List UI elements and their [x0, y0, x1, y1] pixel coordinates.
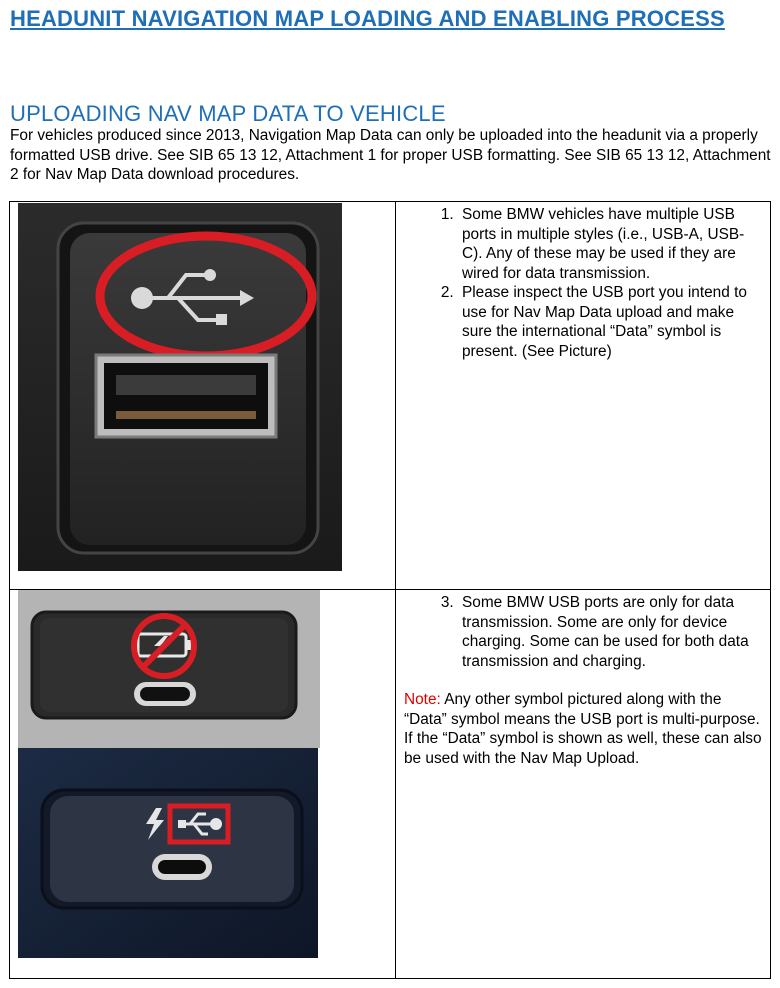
list-item: 1. Some BMW vehicles have multiple USB ports in multiple styles (i.e., USB-A, USB-C). Any of these may be used if they are wired for data transmission. — [458, 205, 762, 283]
usb-c-multipurpose-photo — [18, 748, 318, 958]
note-label: Note: — [404, 691, 441, 708]
usb-a-port-photo — [18, 203, 342, 571]
note-paragraph — [404, 690, 762, 768]
section-heading: UPLOADING NAV MAP DATA TO VEHICLE — [10, 101, 446, 126]
table-row — [10, 202, 771, 590]
note-text: Any other symbol pictured along with the “Data” symbol means the USB port is multi-purpose. If the “Data” symbol is shown as well, these can also be used with the Nav Map Upload. — [404, 691, 762, 767]
image-cell — [10, 202, 396, 590]
instruction-cell — [396, 590, 771, 979]
instruction-cell — [396, 202, 771, 590]
image-cell — [10, 590, 396, 979]
document-title: HEADUNIT NAVIGATION MAP LOADING AND ENABLING PROCESS — [10, 6, 725, 31]
steps-list — [404, 205, 762, 361]
table-row — [10, 590, 771, 979]
usb-a-receptacle — [96, 355, 276, 437]
intro-paragraph: For vehicles produced since 2013, Navigation Map Data can only be uploaded into the headunit via a properly formatted USB drive. See SIB 65 13 12, Attachment 1 for proper USB formatting. See SIB 65 13 12, Attachment 2 for Nav Map Data download procedures. — [10, 127, 771, 183]
list-item: 2. Please inspect the USB port you intend to use for Nav Map Data upload and make sure the international “Data” symbol is present. (See Picture) — [458, 283, 762, 361]
steps-list — [404, 593, 762, 671]
usb-c-receptacle — [134, 682, 196, 706]
instruction-table — [9, 201, 771, 979]
usb-c-receptacle — [152, 854, 212, 880]
usb-c-charge-only-photo — [18, 590, 320, 748]
list-item: 3. Some BMW USB ports are only for data transmission. Some are only for device charging. Some can be used for both data transmission and charging. — [458, 593, 762, 671]
